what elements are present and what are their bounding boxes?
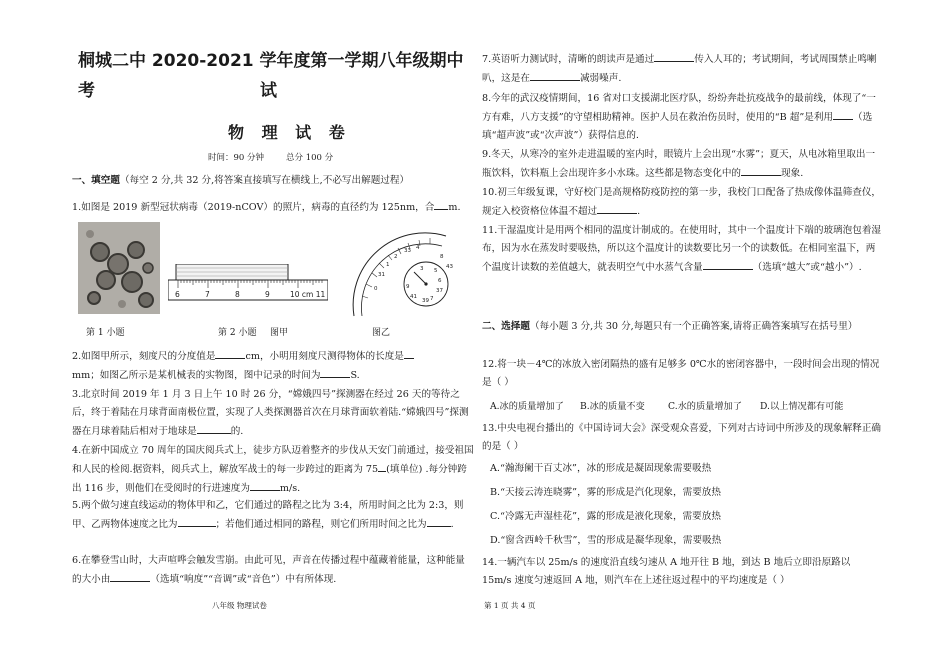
q1-text: 1.如图是 2019 新型冠状病毒（2019-nCOV）的照片，病毒的直径约为 125nm，合: [72, 202, 435, 213]
q4-text-a: 4.在新中国成立 70 周年的国庆阅兵式上，徒步方队迈着整齐的步伐从天安门前通过，接受祖国和人民的检阅.据资料，阅兵式上，解放军战士的每一步跨过的距离为 75: [72, 445, 474, 475]
section1-header: [72, 172, 474, 190]
q9-text-a: 9.冬天，从寒冷的室外走进温暖的室内时，眼镜片上会出现“水雾”；夏天，从电冰箱里取出一瓶饮料，饮料瓶上会出现许多小水珠。这些都是物态变化中的: [482, 149, 876, 179]
q7-text-a: 7.英语听力测试时，清晰的朗读声是通过: [482, 54, 655, 65]
stopwatch-figure: [334, 218, 454, 324]
stopwatch-label: 37: [436, 288, 443, 294]
q12-option-a[interactable]: A.冰的质量增加了: [490, 401, 564, 412]
q13-option-c[interactable]: C.“冷露无声湿桂花”，露的形成是液化现象，需要放热: [490, 511, 721, 522]
q10-blank[interactable]: [597, 202, 637, 214]
q2-text-a: 2.如图甲所示，刻度尺的分度值是: [72, 351, 216, 362]
q6-text-b: （选填“响度”“音调”或“音色”）中有所体现.: [150, 574, 337, 585]
q11-text-a: 11.干湿温度计是用两个相同的温度计制成的。在使用时，其中一个温度计下端的玻璃泡包着湿布，因为水在蒸发时要吸热，所以这个温度计的读数要比另一个的读数低。在相同室温下，两个温度计读数的差值越大，就表明空气中水蒸气含量: [482, 225, 882, 273]
stopwatch-label: 2: [394, 254, 398, 260]
stopwatch-label: 33: [404, 248, 411, 254]
section2-header: [482, 318, 882, 336]
q7-text-c: 减弱噪声.: [579, 73, 622, 84]
q10-text-b: .: [637, 206, 641, 217]
footer-left: 八年级 物理试卷: [212, 601, 267, 610]
question-2: [72, 347, 474, 385]
section1-note: （每空 2 分,共 32 分,将答案直接填写在横线上,不必写出解题过程）: [119, 175, 410, 186]
q5-text-a: 5.两个做匀速直线运动的物体甲和乙，它们通过的路程之比为 3:4，所用时间之比为 2:3，则甲、乙两物体速度之比为: [72, 500, 464, 530]
q8-text-a: 8.今年的武汉疫情期间，16 省对口支援湖北医疗队，纷纷奔赴抗疫战争的最前线，体现了“一方有难，八方支援”的守望相助精神。医护人员在救治伤员时，使用的“B 超”是利用: [482, 93, 876, 123]
q4-blank-1[interactable]: [378, 460, 386, 472]
question-9: [482, 146, 882, 183]
q5-blank-1[interactable]: [178, 515, 216, 527]
q5-blank-2[interactable]: [427, 515, 451, 527]
question-11: [482, 222, 882, 277]
q5-text-c: .: [450, 519, 454, 530]
q1-unit: m.: [448, 202, 461, 213]
q13-option-a[interactable]: A.“瀚海阑干百丈冰”，冰的形成是凝固现象需要吸热: [490, 463, 712, 474]
stopwatch-label: 4: [416, 245, 420, 251]
question-13: 13.中央电视台播出的《中国诗词大会》深受观众喜爱，下列对古诗词中所涉及的现象解释正确的是（ ）: [482, 423, 882, 452]
q7-blank-1[interactable]: [654, 50, 694, 62]
q2-blank-1[interactable]: [215, 347, 245, 359]
exam-subtitle: 物 理 试 卷: [228, 123, 351, 142]
section2-heading: 二、选择题: [482, 321, 530, 332]
question-4: [72, 442, 474, 498]
exam-title-line1: 桐城二中 2020-2021 学年度第一学期八年级期中考: [78, 51, 464, 101]
caption-1: 第 1 小题: [86, 328, 125, 338]
caption-2: 第 2 小题: [218, 328, 257, 338]
stopwatch-label: 3: [420, 266, 424, 272]
q5-text-b: ；若他们通过相同的路程，则它们所用时间之比为: [215, 519, 427, 530]
stopwatch-label: 9: [406, 284, 410, 290]
stopwatch-label: 39: [422, 298, 429, 304]
q2-blank-3[interactable]: [320, 366, 350, 378]
ruler-figure: [168, 264, 328, 308]
stopwatch-label: 1: [386, 262, 390, 268]
q2-text-c: mm；如图乙所示是某机械表的实物图，图中记录的时间为: [72, 370, 321, 381]
stopwatch-label: 41: [410, 294, 417, 300]
stopwatch-label: 31: [378, 272, 385, 278]
q4-text-b: (填单位) .每分钟跨出 116 步，则他们在受阅时的行进速度为: [72, 464, 467, 494]
q13-option-d[interactable]: D.“窗含西岭千秋雪”，雪的形成是凝华现象，需要吸热: [490, 535, 722, 546]
stopwatch-label: 7: [430, 296, 434, 302]
question-5: [72, 497, 474, 534]
q3-text-a: 3.北京时间 2019 年 1 月 3 日上午 10 时 26 分，“嫦娥四号”探测器在经过 26 天的等待之后，终于着陆在月球背面南极位置，实现了人类探测器首次在月球背面软着陆.“嫦娥四号”探测器在月球着陆后相对于地球是: [72, 389, 469, 437]
q12-option-c[interactable]: C.水的质量增加了: [668, 401, 742, 412]
footer-right: 第 1 页 共 4 页: [484, 601, 536, 610]
stopwatch-label: 8: [440, 254, 444, 260]
section2-note: （每小题 3 分,共 30 分,每题只有一个正确答案,请将正确答案填写在括号里）: [529, 321, 858, 332]
q12-option-b[interactable]: B.冰的质量不变: [580, 401, 645, 412]
q2-text-b: cm，小明用刻度尺测得物体的长度是: [245, 351, 404, 362]
stopwatch-label: 43: [446, 264, 453, 270]
exam-title-line2: 试: [260, 81, 277, 101]
q3-text-b: 的.: [230, 426, 244, 437]
q9-blank[interactable]: [741, 164, 781, 176]
virus-photo: [78, 222, 160, 314]
q8-blank[interactable]: [833, 108, 853, 120]
q7-blank-2[interactable]: [530, 69, 580, 81]
section1-heading: 一、填空题: [72, 175, 120, 186]
q4-text-c: m/s.: [279, 483, 301, 494]
q2-blank-2[interactable]: [404, 347, 414, 359]
stopwatch-label: 6: [438, 278, 442, 284]
q13-option-b[interactable]: B.“天接云涛连晓雾”，雾的形成是汽化现象，需要放热: [490, 487, 721, 498]
question-3: [72, 386, 474, 441]
question-12: 12.将一块－4℃的冰放入密闭隔热的盛有足够多 0℃水的密闭容器中，一段时间会出现的情况是（ ）: [482, 359, 880, 388]
q11-text-b: （选填“越大”或“越小”）.: [752, 262, 862, 273]
q1-blank[interactable]: [434, 198, 448, 210]
caption-2b: 图甲: [270, 328, 289, 338]
q3-blank[interactable]: [197, 422, 231, 434]
question-8: [482, 90, 882, 145]
caption-3: 图乙: [372, 328, 391, 338]
q10-text-a: 10.初三年级复课，守好校门是高规格防疫防控的第一步，我校门口配备了热成像体温筛查仪，规定入校资格位体温不超过: [482, 187, 882, 217]
question-1: [72, 198, 474, 217]
q7-text-b: 传入人耳的；考试期间，考试周围禁止鸣喇叭，这是在: [482, 54, 877, 84]
q2-text-d: S.: [350, 370, 360, 381]
q6-blank[interactable]: [110, 570, 150, 582]
question-10: [482, 184, 882, 221]
ruler-tick-label: 6: [175, 290, 180, 299]
q6-text-a: 6.在攀登雪山时，大声喧哗会触发雪崩。由此可见，声音在传播过程中蕴藏着能量，这种能量的大小由: [72, 555, 465, 585]
stopwatch-label: 5: [434, 268, 438, 274]
ruler-tick-label: 9: [265, 290, 270, 299]
ruler-tick-label: 7: [205, 290, 210, 299]
ruler-tick-label: 8: [235, 290, 240, 299]
q4-blank-2[interactable]: [250, 479, 280, 491]
question-14: 14.一辆汽车以 25m/s 的速度沿直线匀速从 A 地开往 B 地，到达 B 地后立即沿原路以 15m/s 速度匀速返回 A 地，则汽车在上述往返过程中的平均速度是（ ）: [482, 557, 851, 586]
question-6: [72, 552, 474, 589]
q9-text-b: 现象.: [781, 168, 804, 179]
q8-text-b: （选填“超声波”或“次声波”）获得信息的.: [482, 112, 873, 141]
stopwatch-label: 0: [374, 286, 378, 292]
ruler-tick-label: 10 cm 11: [290, 290, 326, 299]
question-7: [482, 50, 882, 88]
q12-option-d[interactable]: D.以上情况都有可能: [760, 401, 844, 412]
q11-blank[interactable]: [703, 258, 753, 270]
exam-time: 时间：90 分钟: [208, 153, 265, 163]
exam-score: 总分 100 分: [286, 153, 334, 163]
